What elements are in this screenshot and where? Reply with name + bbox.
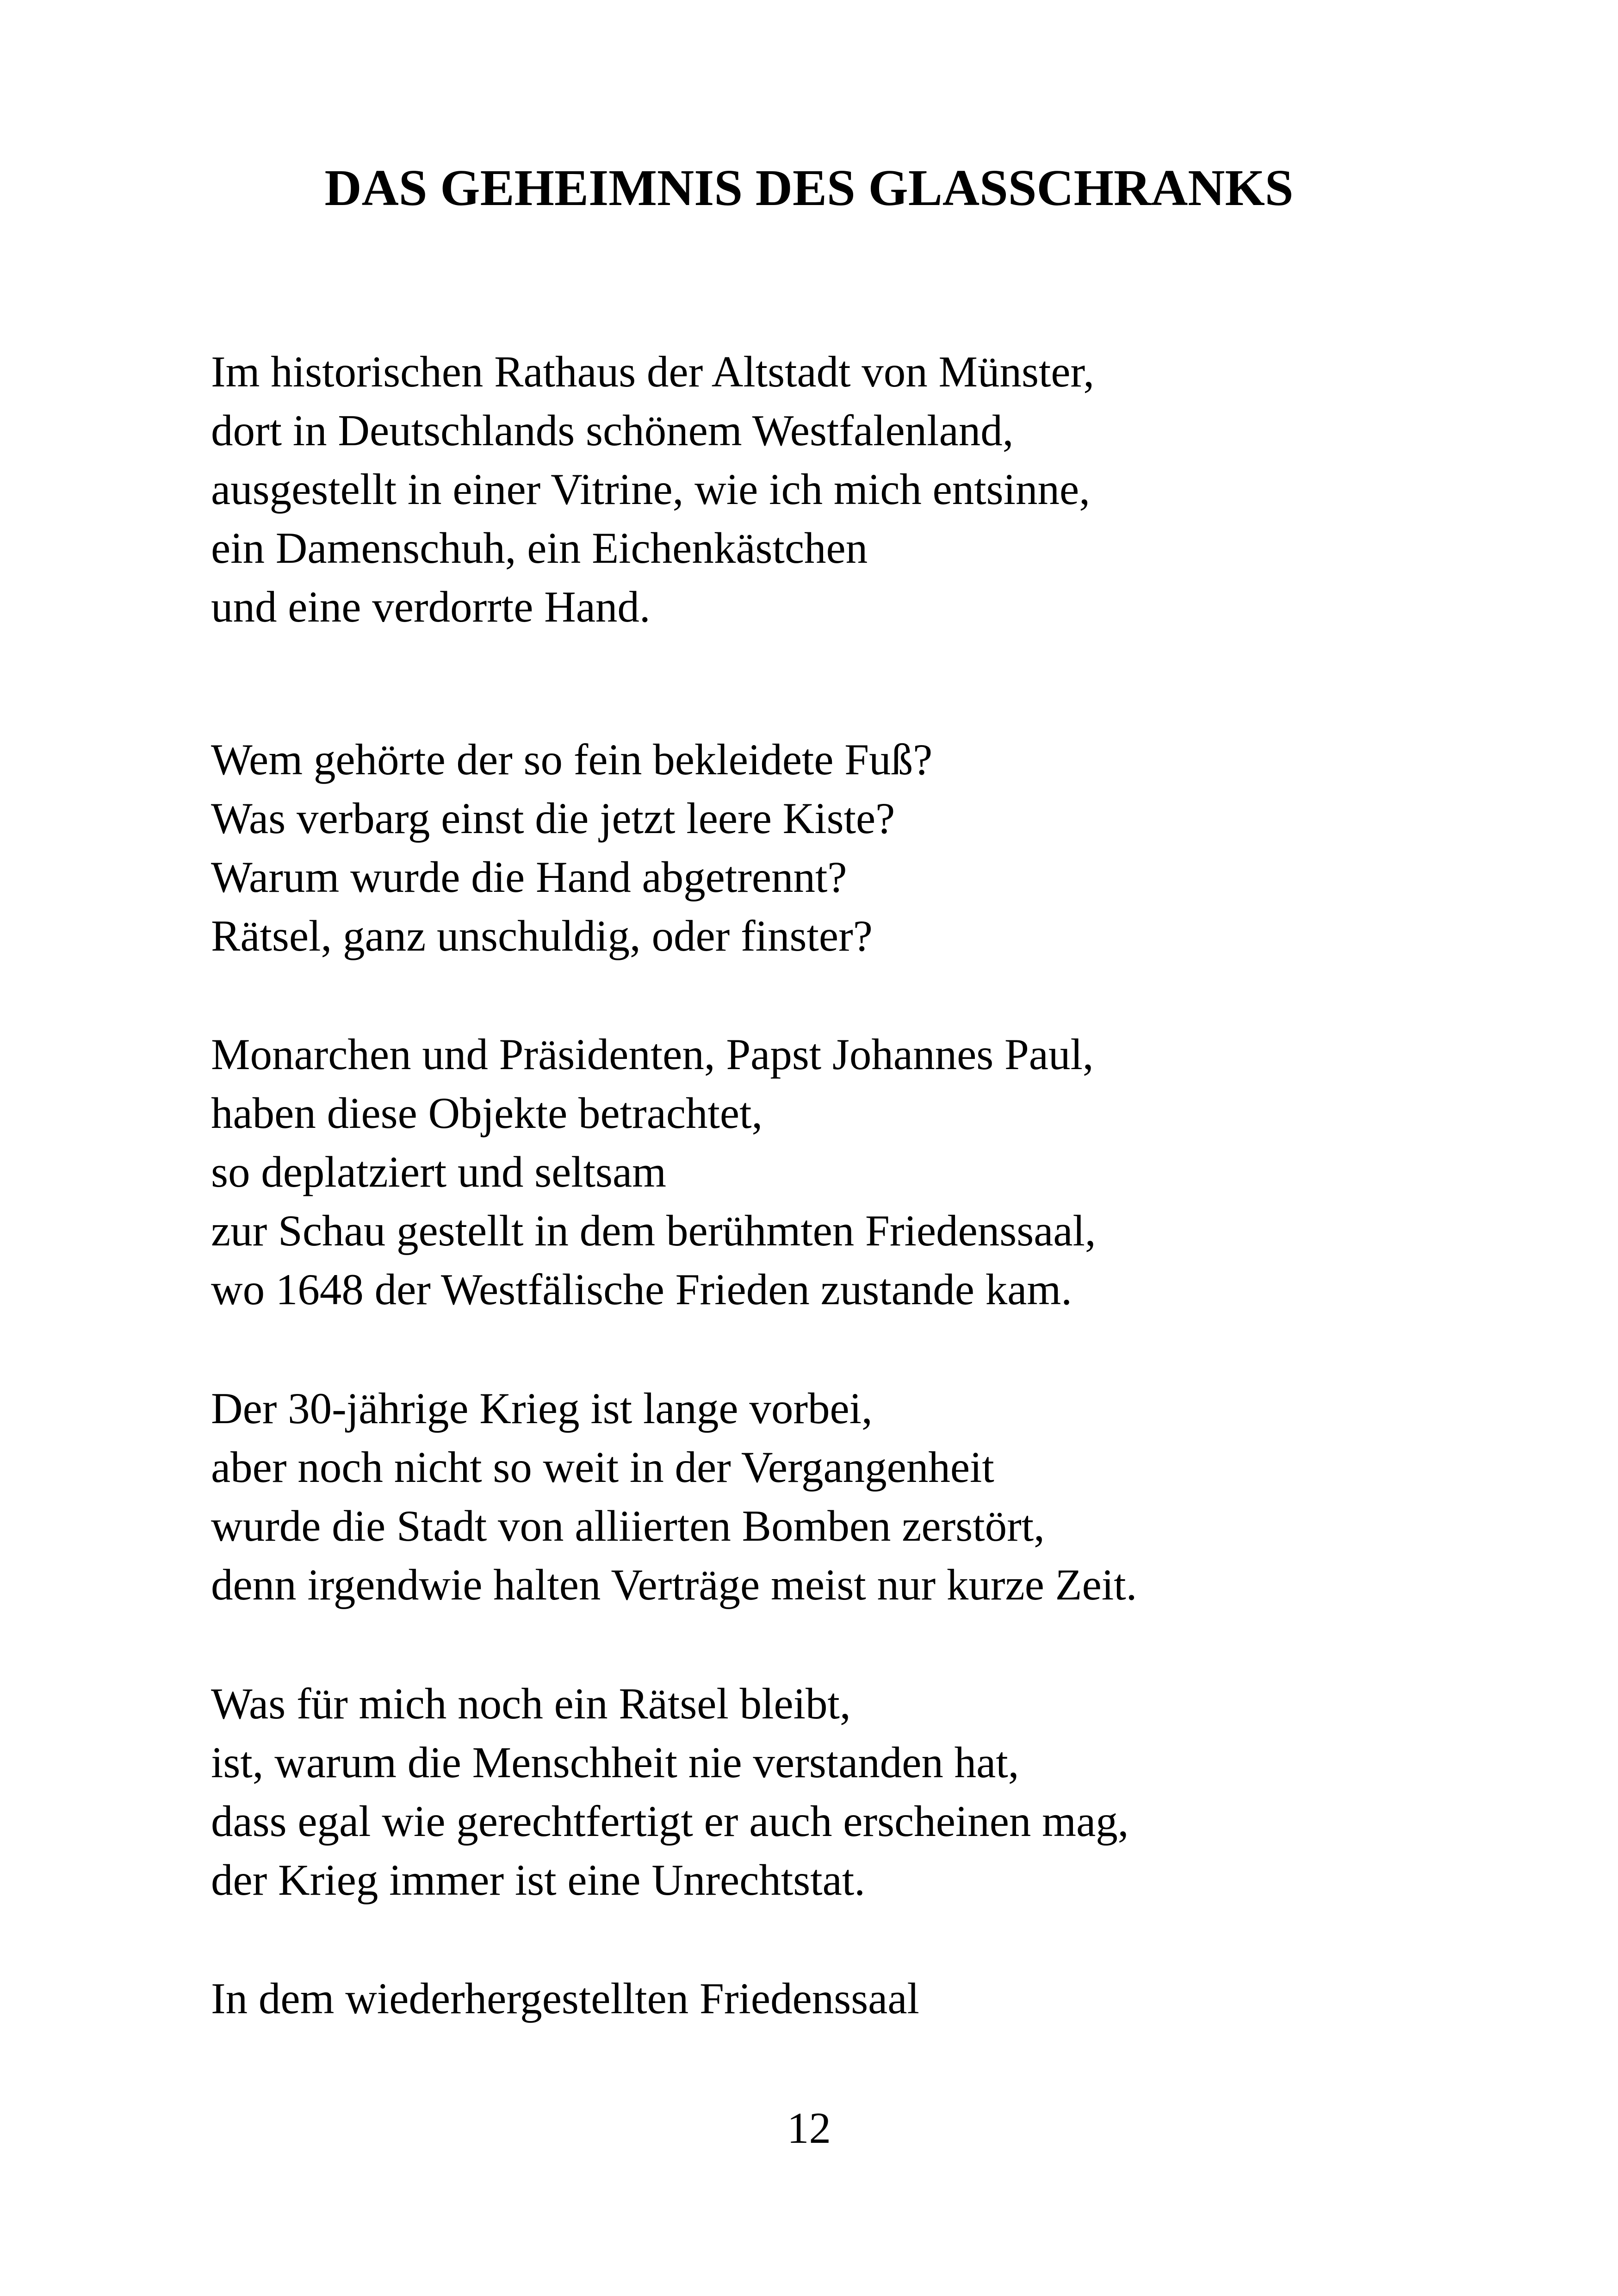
poem-line: denn irgendwie halten Verträge meist nur kurze Zeit.: [211, 1560, 1137, 1609]
stanza-6: [211, 1969, 1506, 2028]
poem-line: der Krieg immer ist eine Unrechtstat.: [211, 1855, 865, 1904]
stanza-4: [211, 1379, 1506, 1614]
poem-line: Warum wurde die Hand abgetrennt?: [211, 852, 847, 902]
poem-line: ein Damenschuh, ein Eichenkästchen: [211, 523, 868, 572]
poem-line: dort in Deutschlands schönem Westfalenland,: [211, 406, 1014, 455]
poem-line: zur Schau gestellt in dem berühmten Friedenssaal,: [211, 1206, 1096, 1255]
poem-line: Was für mich noch ein Rätsel bleibt,: [211, 1679, 851, 1728]
poem-title: DAS GEHEIMNIS DES GLASSCHRANKS: [324, 160, 1294, 217]
stanza-5: [211, 1674, 1506, 1910]
poem-line: so deplatziert und seltsam: [211, 1147, 667, 1196]
poem-line: In dem wiederhergestellten Friedenssaal: [211, 1974, 919, 2023]
poem-line: Wem gehörte der so fein bekleidete Fuß?: [211, 735, 933, 784]
poem-line: aber noch nicht so weit in der Vergangenheit: [211, 1443, 994, 1492]
poem-line: wurde die Stadt von alliierten Bomben zerstört,: [211, 1501, 1045, 1550]
poem-line: ist, warum die Menschheit nie verstanden hat,: [211, 1738, 1019, 1787]
poem-line: Im historischen Rathaus der Altstadt von Münster,: [211, 347, 1095, 396]
poem-line: ausgestellt in einer Vitrine, wie ich mich entsinne,: [211, 465, 1090, 514]
poem-line: haben diese Objekte betrachtet,: [211, 1089, 763, 1138]
page-number: 12: [787, 2103, 831, 2153]
stanza-3: [211, 1025, 1506, 1319]
poem-line: wo 1648 der Westfälische Frieden zustande kam.: [211, 1265, 1072, 1314]
poem-line: dass egal wie gerechtfertigt er auch erscheinen mag,: [211, 1797, 1129, 1846]
poem-line: Der 30-jährige Krieg ist lange vorbei,: [211, 1384, 873, 1433]
stanza-1: [211, 342, 1506, 636]
stanza-2: [211, 730, 1506, 965]
poem-line: und eine verdorrte Hand.: [211, 582, 651, 631]
poem-line: Monarchen und Präsidenten, Papst Johannes Paul,: [211, 1030, 1094, 1079]
poem-line: Was verbarg einst die jetzt leere Kiste?: [211, 794, 895, 843]
poem-line: Rätsel, ganz unschuldig, oder finster?: [211, 911, 873, 960]
